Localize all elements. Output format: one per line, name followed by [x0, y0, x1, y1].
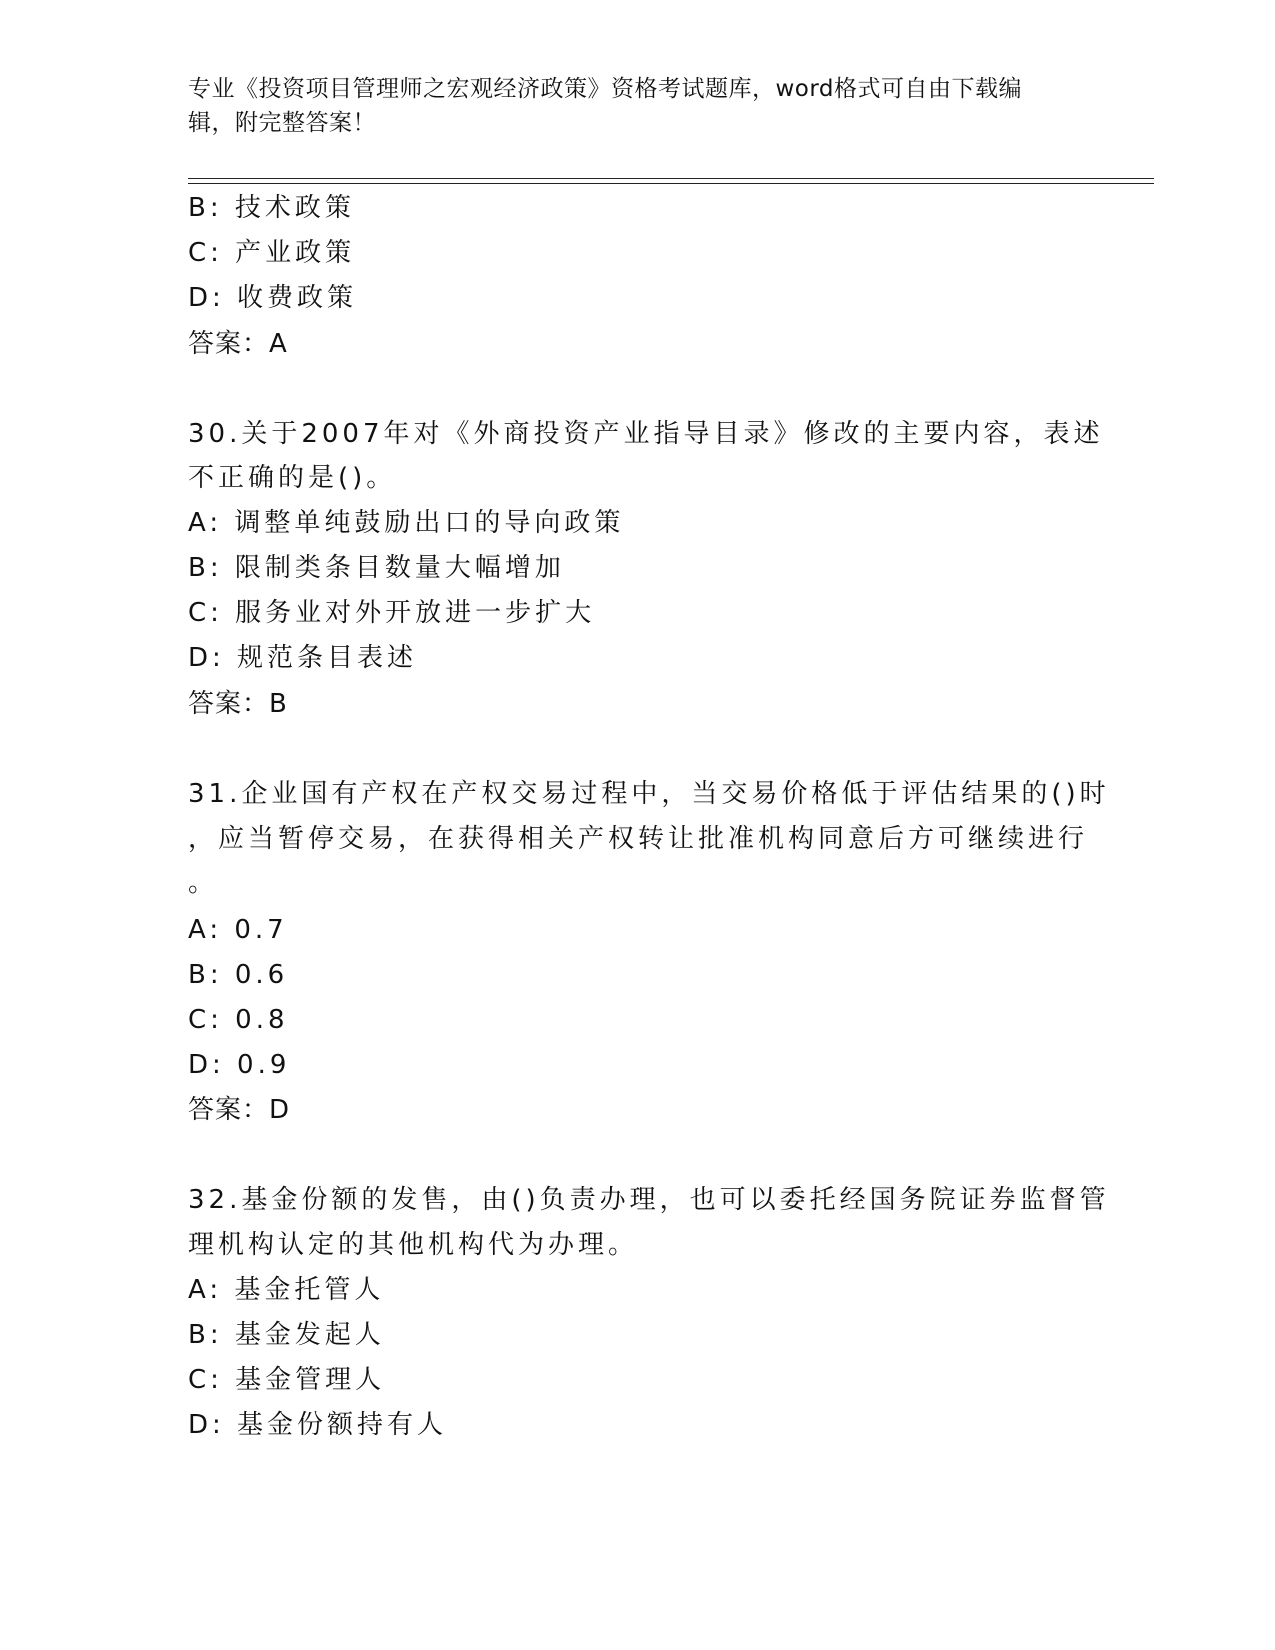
q29-option-c: C: 产业政策: [188, 238, 356, 268]
q32-option-d: D: 基金份额持有人: [188, 1410, 448, 1440]
q30-option-c: C: 服务业对外开放进一步扩大: [188, 598, 596, 628]
q31-option-a: A: 0.7: [188, 915, 288, 945]
q32-option-a: A: 基金托管人: [188, 1275, 385, 1305]
q29-option-d: D: 收费政策: [188, 283, 358, 313]
q31-option-d: D: 0.9: [188, 1050, 291, 1080]
q30-option-d: D: 规范条目表述: [188, 643, 418, 673]
q30-stem-line-2: 不正确的是()。: [188, 463, 397, 493]
q31-stem-line-2: ，应当暂停交易，在获得相关产权转让批准机构同意后方可继续进行: [188, 824, 1089, 854]
q31-option-b: B: 0.6: [188, 960, 289, 990]
q29-option-b: B: 技术政策: [188, 193, 355, 223]
q32-stem-line-1: 32.基金份额的发售，由()负责办理，也可以委托经国务院证券监督管: [188, 1185, 1110, 1215]
q30-stem-line-1: 30.关于2007年对《外商投资产业指导目录》修改的主要内容，表述: [188, 419, 1104, 449]
q30-answer: 答案：B: [188, 689, 288, 719]
q31-answer: 答案：D: [188, 1095, 291, 1125]
q30-option-a: A: 调整单纯鼓励出口的导向政策: [188, 508, 625, 538]
header-line-2: 辑，附完整答案！: [188, 110, 376, 136]
header-line-1: 专业《投资项目管理师之宏观经济政策》资格考试题库，word格式可自由下载编: [188, 76, 1023, 102]
q32-option-b: B: 基金发起人: [188, 1320, 385, 1350]
q31-stem-line-1: 31.企业国有产权在产权交易过程中，当交易价格低于评估结果的()时: [188, 779, 1110, 809]
q31-option-c: C: 0.8: [188, 1005, 289, 1035]
header-divider-bottom: [188, 183, 1154, 184]
header-divider-top: [188, 178, 1154, 179]
q29-answer: 答案：A: [188, 329, 288, 359]
q30-option-b: B: 限制类条目数量大幅增加: [188, 553, 565, 583]
page-header: [188, 72, 1068, 140]
q32-option-c: C: 基金管理人: [188, 1365, 386, 1395]
q32-stem-line-2: 理机构认定的其他机构代为办理。: [188, 1230, 639, 1260]
q31-stem-line-3: 。: [188, 868, 219, 898]
